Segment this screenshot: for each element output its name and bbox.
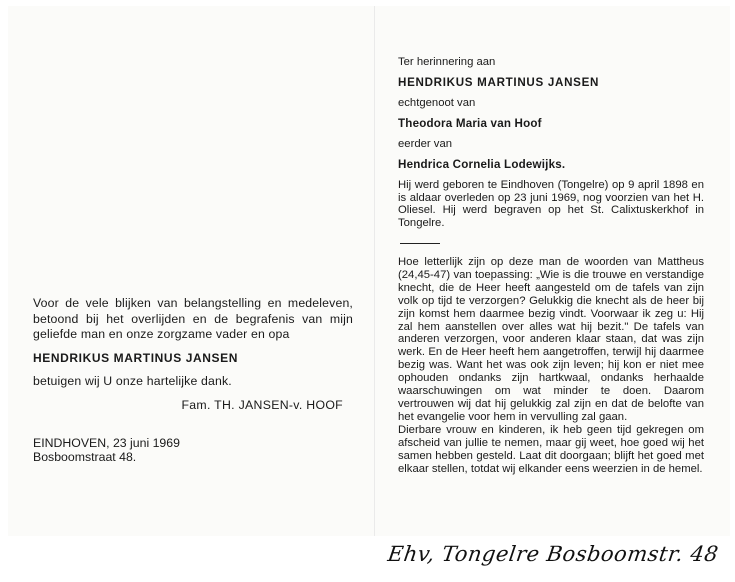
address: Bosboomstraat 48. (33, 449, 137, 464)
place-date: EINDHOVEN, 23 juni 1969 (33, 435, 180, 450)
thanks-closing: betuigen wij U onze hartelijke dank. (33, 373, 232, 388)
spouse-name: Theodora Maria van Hoof (398, 117, 542, 130)
card-fold-line (374, 6, 375, 536)
former-spouse-name: Hendrica Cornelia Lodewijks. (398, 158, 566, 171)
farewell-message: Dierbare vrouw en kinderen, ik heb geen tijd gekregen om afscheid van jullie te nemen, maar gij weet, hoe goed wij het samen hebben gesteld. Laat dit doorgaan; blijft het goed met elkaar stellen, totdat wij elkander eens weerzien in de hemel. (398, 423, 704, 475)
thanks-text: Voor de vele blijken van belangstelling en medeleven, betoond bij het overlijden en de begrafenis van mijn geliefde man en onze zorgzame vader en opa (33, 296, 353, 341)
handwritten-annotation: Ehv, Tongelre Bosboomstr. 48 (386, 542, 721, 566)
scripture-reflection: Hoe letterlijk zijn op deze man de woorden van Mattheus (24,45-47) van toepassing: „Wie is die trouwe en verstandige knecht, die de Heer heeft aangesteld om de tafels van zijn volk op tijd te verzorgen? Gelukkig die knecht als de heer bij zijn komst hem daarmee bezig vindt. Voorwaar ik zeg u: Hij zal hem aanstellen over alles wat hij bezit." De tafels van anderen verzorgen, voor anderen klaar staan, dat was zijn werk. En de Heer heeft hem aangetroffen, terwijl hij daarmee bezig was. Want het was ook zijn leven; hij kon er niet mee ophouden ondanks zijn hartkwaal, ondanks herhaalde waarschuwingen om wat minder te doen. Daarom vertrouwen wij dat hij gelukkig zal zijn en dat de belofte van het evangelie voor hem in vervulling zal gaan. (398, 256, 704, 423)
section-divider (400, 243, 440, 244)
deceased-name: HENDRIKUS MARTINUS JANSEN (398, 76, 600, 89)
biography-text: Hij werd geboren te Eindhoven (Tongelre) op 9 april 1898 en is aldaar overleden op 23 juni 1969, nog voorzien van het H. Oliesel. Hij werd begraven op het St. Calixtuskerkhof in Tongelre. (398, 179, 704, 229)
right-panel-memorial (398, 56, 704, 475)
deceased-name-left: HENDRIKUS MARTINUS JANSEN (33, 350, 239, 365)
intro-line: Ter herinnering aan (398, 56, 496, 68)
family-signature: Fam. TH. JANSEN-v. HOOF (181, 397, 343, 412)
former-spouse-label: eerder van (398, 138, 453, 150)
left-panel-thanks (33, 296, 353, 464)
spouse-label: echtgenoot van (398, 97, 476, 109)
place-date-block (33, 436, 353, 464)
